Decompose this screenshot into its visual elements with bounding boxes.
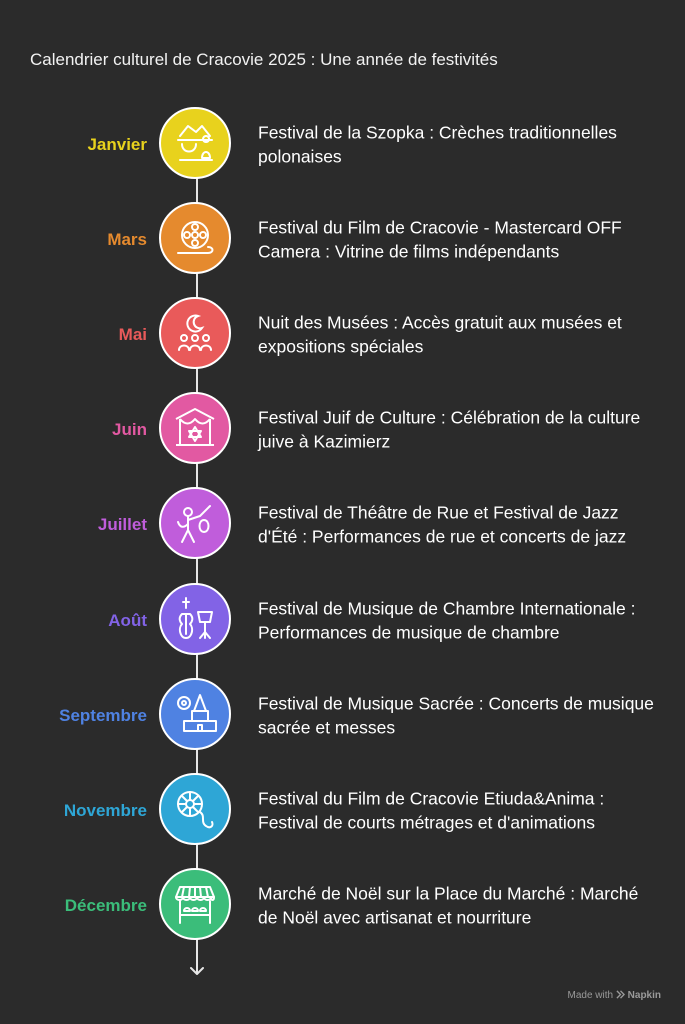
event-description: Festival du Film de Cracovie Etiuda&Anima : Festival de courts métrages et d'animations <box>258 788 605 832</box>
month-label: Juillet <box>97 515 147 534</box>
page-title: Calendrier culturel de Cracovie 2025 : Une année de festivités <box>30 50 498 69</box>
timeline-event-aout <box>0 583 685 659</box>
month-label: Août <box>108 611 147 630</box>
event-icon-circle <box>159 868 231 940</box>
event-description: Nuit des Musées : Accès gratuit aux musées et expositions spéciales <box>258 312 622 356</box>
street-performer-icon <box>170 498 220 548</box>
market-stall-icon <box>170 879 220 929</box>
timeline-event-juin <box>0 392 685 468</box>
napkin-logo-icon <box>616 990 625 999</box>
timeline-event-novembre <box>0 773 685 849</box>
timeline-event-janvier <box>0 107 685 183</box>
credit-brand: Napkin <box>627 990 661 1001</box>
church-icon <box>170 689 220 739</box>
event-icon-circle <box>159 297 231 369</box>
event-description: Festival de Musique Sacrée : Concerts de musique sacrée et messes <box>258 693 654 737</box>
timeline-event-decembre <box>0 868 685 944</box>
event-icon-circle <box>159 678 231 750</box>
timeline-event-juillet <box>0 487 685 563</box>
timeline-arrow-icon <box>188 958 206 976</box>
event-icon-circle <box>159 583 231 655</box>
event-icon-circle <box>159 487 231 559</box>
month-label: Décembre <box>64 896 147 915</box>
event-description: Festival de la Szopka : Crèches traditionnelles polonaises <box>258 122 617 166</box>
month-label: Mai <box>118 325 147 344</box>
event-icon-circle <box>159 773 231 845</box>
made-with-credit[interactable] <box>568 990 661 1001</box>
event-icon-circle <box>159 202 231 274</box>
nativity-scene-icon <box>170 118 220 168</box>
month-label: Janvier <box>87 135 147 154</box>
film-reel-icon <box>170 213 220 263</box>
month-label: Septembre <box>59 706 147 725</box>
event-description: Festival de Théâtre de Rue et Festival de Jazz d'Été : Performances de rue et concerts de jazz <box>258 502 627 546</box>
film-reel-strip-icon <box>170 784 220 834</box>
violin-music-stand-icon <box>170 594 220 644</box>
night-crowd-icon <box>170 308 220 358</box>
month-label: Mars <box>107 230 147 249</box>
credit-prefix: Made with <box>567 990 614 1001</box>
event-description: Festival du Film de Cracovie - Mastercard OFF Camera : Vitrine de films indépendants <box>258 217 622 261</box>
timeline-event-septembre <box>0 678 685 754</box>
event-description: Marché de Noël sur la Place du Marché : Marché de Noël avec artisanat et nourriture <box>258 883 639 927</box>
event-description: Festival de Musique de Chambre Internationale : Performances de musique de chambre <box>258 598 636 642</box>
month-label: Novembre <box>63 801 147 820</box>
timeline-event-mars <box>0 202 685 278</box>
event-icon-circle <box>159 392 231 464</box>
star-of-david-tent-icon <box>170 403 220 453</box>
timeline-event-mai <box>0 297 685 373</box>
event-description: Festival Juif de Culture : Célébration de la culture juive à Kazimierz <box>258 407 641 451</box>
month-label: Juin <box>112 420 147 439</box>
event-icon-circle <box>159 107 231 179</box>
